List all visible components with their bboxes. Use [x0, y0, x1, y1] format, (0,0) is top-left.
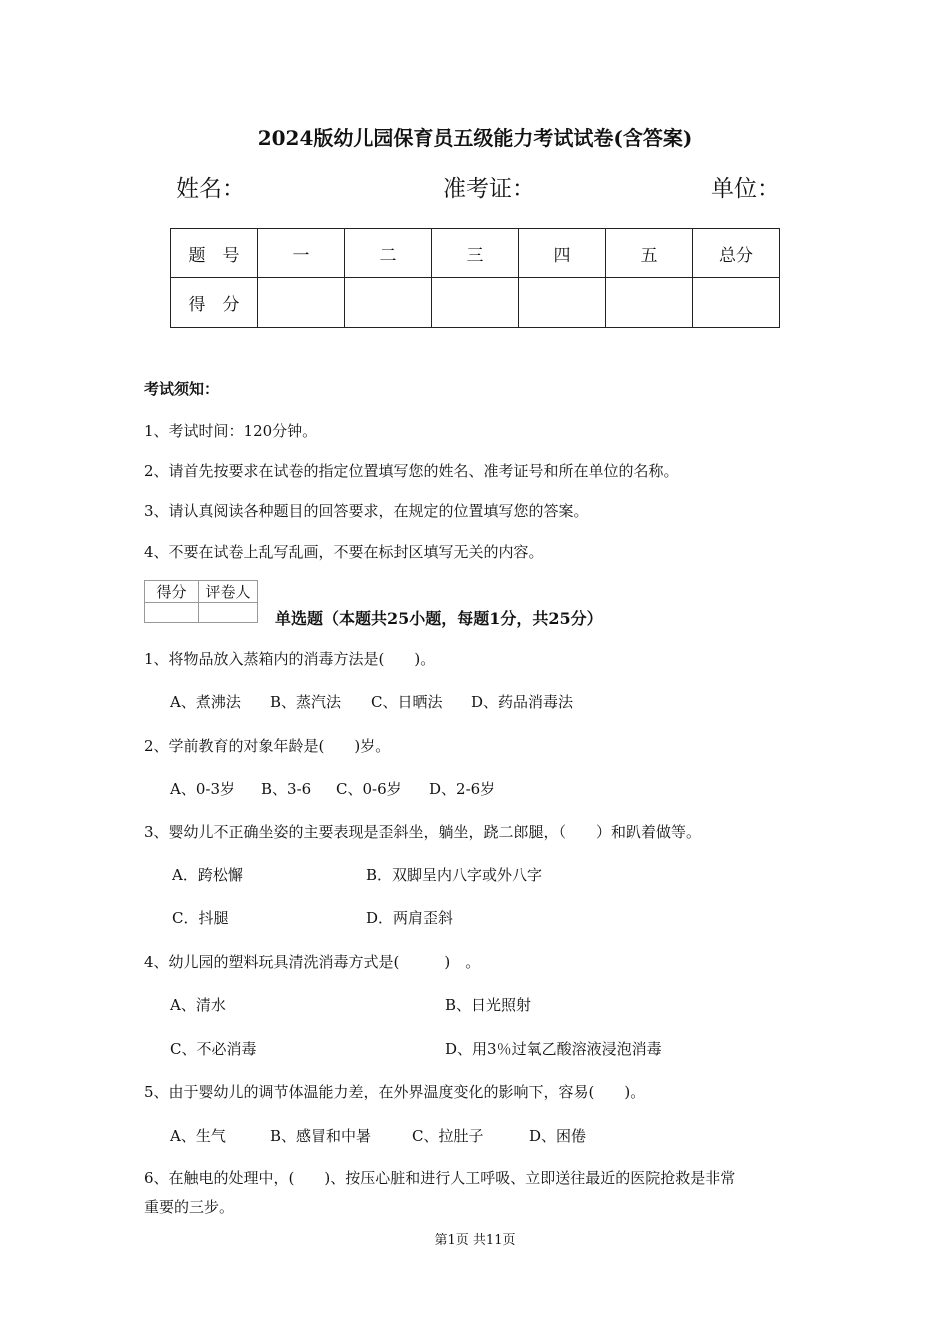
- question-option: C、不必消毒: [170, 1040, 257, 1058]
- question-option: B．双脚呈内八字或外八字: [366, 866, 543, 884]
- question-option: C、拉肚子: [412, 1127, 484, 1145]
- score-table-cell: [606, 278, 693, 328]
- score-table-cell: [693, 278, 780, 328]
- question-option: A．跨松懈: [172, 866, 243, 884]
- notice-item: 4、不要在试卷上乱写乱画，不要在标封区填写无关的内容。: [144, 543, 544, 561]
- score-table-cell: [519, 278, 606, 328]
- notice-item: 3、请认真阅读各种题目的回答要求，在规定的位置填写您的答案。: [144, 502, 589, 520]
- unit-field-label: 单位：: [711, 176, 780, 202]
- score-table-cell: 五: [606, 229, 693, 278]
- question-text: 2、学前教育的对象年龄是( )岁。: [144, 737, 391, 755]
- page-title: 2024版幼儿园保育员五级能力考试试卷(含答案): [257, 126, 693, 150]
- question-option: A、清水: [170, 996, 226, 1014]
- score-table-header-row: [171, 229, 780, 278]
- score-table: [170, 228, 780, 328]
- question-option: D、2-6岁: [429, 780, 496, 798]
- grader-score-cell: [145, 603, 199, 623]
- grader-box: [144, 580, 258, 623]
- score-table-cell: 题 号: [171, 229, 258, 278]
- question-option: B、3-6: [261, 780, 312, 798]
- question-option: C、日晒法: [371, 693, 443, 711]
- grader-name-label: 评卷人: [199, 581, 258, 603]
- score-table-score-row: [171, 278, 780, 328]
- question-text: 4、幼儿园的塑料玩具清洗消毒方式是( ) 。: [144, 953, 481, 971]
- grader-name-cell: [199, 603, 258, 623]
- score-table-cell: 得 分: [171, 278, 258, 328]
- question-option: C．抖腿: [172, 909, 229, 927]
- section-title: 单选题（本题共25小题，每题1分，共25分）: [275, 609, 603, 628]
- page-footer: 第1页 共11页: [434, 1233, 516, 1248]
- question-option: D、用3％过氧乙酸溶液浸泡消毒: [445, 1040, 662, 1058]
- question-option: B、日光照射: [445, 996, 532, 1014]
- score-table-cell: [258, 278, 345, 328]
- notice-heading: 考试须知：: [144, 380, 220, 398]
- question-option: A、煮沸法: [170, 693, 241, 711]
- question-text: 5、由于婴幼儿的调节体温能力差，在外界温度变化的影响下，容易( )。: [144, 1083, 646, 1101]
- name-field-label: 姓名：: [176, 176, 245, 202]
- score-table-cell: 一: [258, 229, 345, 278]
- notice-item: 1、考试时间：120分钟。: [144, 422, 318, 440]
- question-text: 6、在触电的处理中，( )、按压心脏和进行人工呼吸、立即送往最近的医院抢救是非常: [144, 1169, 736, 1187]
- question-option: B、蒸汽法: [270, 693, 342, 711]
- score-table-cell: 三: [432, 229, 519, 278]
- notice-item: 2、请首先按要求在试卷的指定位置填写您的姓名、准考证号和所在单位的名称。: [144, 462, 679, 480]
- grader-score-label: 得分: [145, 581, 199, 603]
- score-table-cell: 四: [519, 229, 606, 278]
- question-text: 3、婴幼儿不正确坐姿的主要表现是歪斜坐，躺坐，跷二郎腿，（ ）和趴着做等。: [144, 823, 702, 841]
- question-option: A、0-3岁: [170, 780, 235, 798]
- question-text: 1、将物品放入蒸箱内的消毒方法是( )。: [144, 650, 436, 668]
- exam-id-field-label: 准考证：: [443, 176, 535, 202]
- score-table-cell: 二: [345, 229, 432, 278]
- score-table-cell: [345, 278, 432, 328]
- question-option: D、困倦: [529, 1127, 587, 1145]
- question-option: D、药品消毒法: [471, 693, 574, 711]
- question-option: C、0-6岁: [336, 780, 402, 798]
- score-table-cell: [432, 278, 519, 328]
- question-text-continued: 重要的三步。: [144, 1198, 235, 1216]
- question-option: D．两肩歪斜: [366, 909, 454, 927]
- question-option: B、感冒和中暑: [270, 1127, 372, 1145]
- question-option: A、生气: [170, 1127, 226, 1145]
- score-table-cell: 总分: [693, 229, 780, 278]
